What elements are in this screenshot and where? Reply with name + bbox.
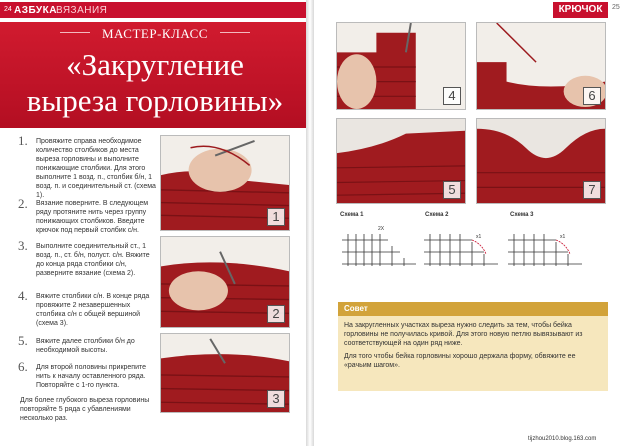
section-subname: ВЯЗАНИЯ <box>56 5 108 16</box>
photo-number-badge: 4 <box>443 87 461 105</box>
book-spine <box>306 0 314 446</box>
photo-number-badge: 2 <box>267 305 285 323</box>
page-number: 25 <box>612 4 620 11</box>
step-number: 1. <box>18 133 28 148</box>
step-number: 3. <box>18 238 28 253</box>
section-name: АЗБУКА <box>14 5 57 16</box>
step-text: Вяжите далее столбики б/н до необходимой высоты. <box>36 338 135 354</box>
crochet-chart-1 <box>340 222 418 272</box>
tip-paragraph: Для того чтобы бейка горловины хорошо держала форму, обвяжите ее «рачьим шагом». <box>344 353 576 369</box>
photo-number-badge: 3 <box>267 390 285 408</box>
schema-label: Схема 2 <box>425 212 449 218</box>
step-photo <box>160 135 290 231</box>
step-photo <box>336 22 466 110</box>
footnote: Для более глубокого выреза горловины повторяйте 5 ряда с убавлениями несколько раз. <box>20 397 150 422</box>
step-number: 5. <box>18 333 28 348</box>
schema-label: Схема 3 <box>510 212 534 218</box>
schema-mark: 2X <box>378 226 385 232</box>
kicker: МАСТЕР-КЛАСС <box>102 26 208 41</box>
schema-mark: x1 <box>560 234 566 240</box>
step-number: 2. <box>18 196 28 211</box>
tip-body <box>338 316 608 391</box>
page-number: 24 <box>4 6 12 13</box>
page-title-line1: «Закругление <box>66 47 244 82</box>
page-title-line2: выреза горловины» <box>26 83 284 118</box>
schema-label: Схема 1 <box>340 212 364 218</box>
step-photo <box>336 118 466 204</box>
tip-paragraph: На закругленных участках выреза нужно следить за тем, чтобы бейка горловины не получилась кривой. Для этого новую петлю вывязывают из соответствующей на один ряд ниже. <box>344 322 583 347</box>
title-box <box>0 22 310 128</box>
photo-number-badge: 6 <box>583 87 601 105</box>
step-number: 4. <box>18 288 28 303</box>
step-photo <box>160 236 290 328</box>
right-page <box>310 0 620 446</box>
tip-title: Совет <box>338 302 608 316</box>
photo-number-badge: 1 <box>267 208 285 226</box>
step-number: 6. <box>18 359 28 374</box>
crochet-chart-3 <box>506 222 584 272</box>
step-photo <box>160 333 290 413</box>
step-photo <box>476 22 606 110</box>
step-text: Выполните соединительный ст., 1 возд. п., ст. б/н, полуст. с/н. Вяжите до конца ряда столбики с/н, разверните вязание (схема 2). <box>36 243 150 277</box>
step-text: Провяжите справа необходимое количество столбиков до места выреза горловины и выполните понижающие столбики. Для этого выполните 1 возд. п., столбик б/н, 1 возд. п. и соединительный ст. (схема 1). <box>36 138 156 199</box>
schema-mark: x1 <box>476 234 482 240</box>
step-text: Вязание поверните. В следующем ряду протяните нить через группу понижающих столбиков. Введите крючок под первый столбик с/н. <box>36 200 149 234</box>
crochet-chart-2 <box>422 222 500 272</box>
step-text: Вяжите столбики с/н. В конце ряда провяжите 2 незавершенных столбика с/н с общей вершиной (схема 3). <box>36 293 150 327</box>
section-header-bar <box>0 2 310 18</box>
step-text: Для второй половины прикрепите нить к началу оставленного ряда. Повторяйте с 1-го пункта. <box>36 364 147 389</box>
section-tag: КРЮЧОК <box>553 2 608 18</box>
photo-number-badge: 7 <box>583 181 601 199</box>
photo-number-badge: 5 <box>443 181 461 199</box>
step-photo <box>476 118 606 204</box>
footer-url: tijzhou2010.blog.163.com <box>528 436 597 442</box>
